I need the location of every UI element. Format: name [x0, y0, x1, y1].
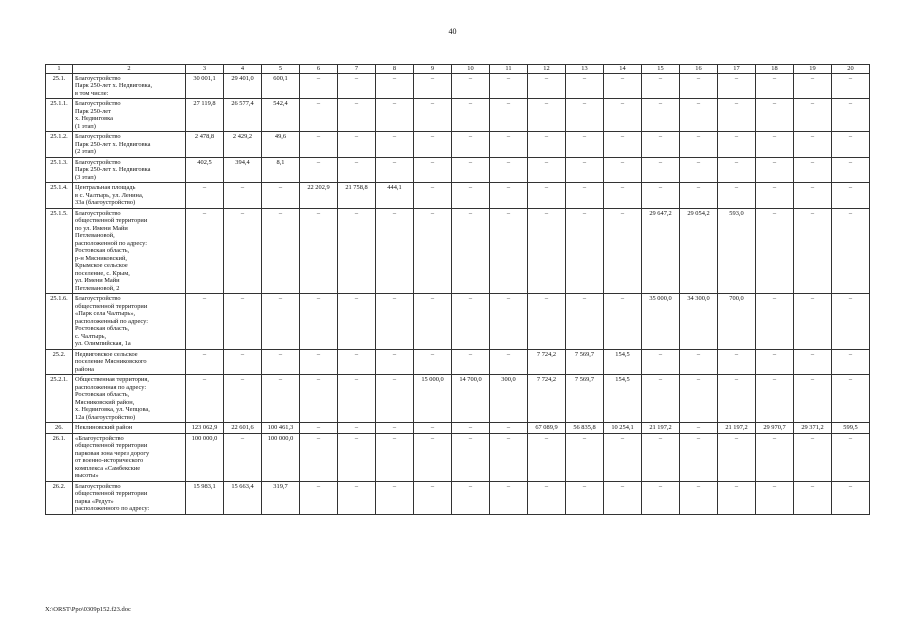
value-cell: –: [490, 132, 528, 158]
value-cell: –: [756, 99, 794, 132]
value-cell: –: [376, 423, 414, 434]
value-cell: –: [338, 433, 376, 481]
value-cell: 10 254,1: [604, 423, 642, 434]
row-number-cell: 25.1.6.: [46, 294, 73, 350]
value-cell: –: [604, 73, 642, 99]
value-cell: –: [642, 375, 680, 423]
object-name-cell: Благоустройство Парк 250-лет х. Недвиговка (3 этап): [73, 157, 186, 183]
value-cell: 21 758,8: [338, 183, 376, 209]
value-cell: –: [224, 349, 262, 375]
column-number-cell: 8: [376, 65, 414, 74]
value-cell: 29 647,2: [642, 208, 680, 294]
value-cell: –: [718, 73, 756, 99]
value-cell: –: [794, 481, 832, 514]
row-number-cell: 25.1.4.: [46, 183, 73, 209]
value-cell: –: [338, 132, 376, 158]
value-cell: –: [224, 375, 262, 423]
table-row: [46, 73, 870, 99]
value-cell: –: [528, 481, 566, 514]
value-cell: –: [300, 433, 338, 481]
column-number-cell: 9: [414, 65, 452, 74]
value-cell: –: [756, 375, 794, 423]
table-row: [46, 481, 870, 514]
value-cell: –: [756, 208, 794, 294]
value-cell: –: [642, 349, 680, 375]
value-cell: –: [832, 157, 870, 183]
value-cell: 154,5: [604, 349, 642, 375]
value-cell: –: [338, 375, 376, 423]
column-number-row: [46, 65, 870, 74]
value-cell: –: [338, 294, 376, 350]
value-cell: 444,1: [376, 183, 414, 209]
column-number-cell: 2: [73, 65, 186, 74]
value-cell: –: [566, 157, 604, 183]
row-number-cell: 25.1.5.: [46, 208, 73, 294]
value-cell: 7 724,2: [528, 375, 566, 423]
value-cell: 700,0: [718, 294, 756, 350]
column-number-cell: 16: [680, 65, 718, 74]
value-cell: –: [680, 423, 718, 434]
budget-table: [45, 64, 870, 515]
value-cell: –: [452, 73, 490, 99]
value-cell: –: [490, 481, 528, 514]
column-number-cell: 3: [186, 65, 224, 74]
value-cell: –: [566, 294, 604, 350]
value-cell: 100 000,0: [262, 433, 300, 481]
row-number-cell: 25.1.3.: [46, 157, 73, 183]
value-cell: 600,1: [262, 73, 300, 99]
value-cell: –: [414, 157, 452, 183]
value-cell: –: [642, 433, 680, 481]
object-name-cell: Благоустройство общественной территории парка «Редут» расположенного по адресу:: [73, 481, 186, 514]
value-cell: 15 663,4: [224, 481, 262, 514]
value-cell: –: [756, 294, 794, 350]
value-cell: 123 062,9: [186, 423, 224, 434]
value-cell: –: [300, 294, 338, 350]
value-cell: –: [262, 349, 300, 375]
value-cell: –: [414, 481, 452, 514]
value-cell: –: [490, 423, 528, 434]
value-cell: 542,4: [262, 99, 300, 132]
value-cell: –: [186, 349, 224, 375]
row-number-cell: 25.1.2.: [46, 132, 73, 158]
row-number-cell: 26.1.: [46, 433, 73, 481]
table-row: [46, 183, 870, 209]
column-number-cell: 17: [718, 65, 756, 74]
value-cell: –: [642, 99, 680, 132]
value-cell: –: [300, 132, 338, 158]
column-number-cell: 1: [46, 65, 73, 74]
value-cell: –: [262, 375, 300, 423]
value-cell: –: [832, 433, 870, 481]
table-row: [46, 157, 870, 183]
value-cell: –: [300, 375, 338, 423]
value-cell: –: [832, 349, 870, 375]
value-cell: –: [300, 99, 338, 132]
value-cell: –: [490, 208, 528, 294]
value-cell: –: [414, 294, 452, 350]
table-row: [46, 99, 870, 132]
value-cell: 7 724,2: [528, 349, 566, 375]
object-name-cell: Благоустройство Парк 250-лет х. Недвиговка (2 этап): [73, 132, 186, 158]
column-number-cell: 18: [756, 65, 794, 74]
value-cell: –: [224, 433, 262, 481]
value-cell: –: [490, 349, 528, 375]
value-cell: –: [338, 481, 376, 514]
value-cell: –: [528, 294, 566, 350]
column-number-cell: 14: [604, 65, 642, 74]
value-cell: –: [718, 132, 756, 158]
column-number-cell: 20: [832, 65, 870, 74]
value-cell: –: [756, 73, 794, 99]
row-number-cell: 26.: [46, 423, 73, 434]
value-cell: –: [680, 132, 718, 158]
value-cell: 402,5: [186, 157, 224, 183]
value-cell: 27 119,8: [186, 99, 224, 132]
value-cell: –: [414, 99, 452, 132]
object-name-cell: «Благоустройство общественной территории парковая зона через дорогу от военно-исторического комплекса «Самбекские высоты»: [73, 433, 186, 481]
value-cell: 2 429,2: [224, 132, 262, 158]
value-cell: –: [376, 294, 414, 350]
value-cell: –: [604, 132, 642, 158]
value-cell: 29 054,2: [680, 208, 718, 294]
value-cell: –: [794, 132, 832, 158]
value-cell: –: [718, 433, 756, 481]
value-cell: –: [604, 99, 642, 132]
value-cell: –: [680, 183, 718, 209]
value-cell: –: [528, 183, 566, 209]
value-cell: –: [452, 349, 490, 375]
column-number-cell: 5: [262, 65, 300, 74]
value-cell: –: [262, 208, 300, 294]
value-cell: –: [680, 99, 718, 132]
value-cell: –: [338, 349, 376, 375]
value-cell: –: [604, 183, 642, 209]
column-number-cell: 6: [300, 65, 338, 74]
value-cell: –: [452, 183, 490, 209]
table-row: [46, 349, 870, 375]
table-row: [46, 132, 870, 158]
value-cell: 34 300,0: [680, 294, 718, 350]
value-cell: –: [224, 183, 262, 209]
value-cell: –: [794, 433, 832, 481]
value-cell: –: [262, 183, 300, 209]
object-name-cell: Благоустройство общественной территории по ул. Имени Майи Петлевановой, расположенной по адресу: Ростовская область, р-н Мясниковский, Крымское сельское поселение, с. Крым, ул. Имени Майи Петлевановой, 2: [73, 208, 186, 294]
value-cell: –: [566, 433, 604, 481]
value-cell: –: [452, 99, 490, 132]
value-cell: –: [300, 481, 338, 514]
value-cell: –: [528, 433, 566, 481]
value-cell: –: [604, 208, 642, 294]
value-cell: –: [528, 73, 566, 99]
value-cell: –: [794, 157, 832, 183]
value-cell: –: [376, 157, 414, 183]
value-cell: –: [718, 349, 756, 375]
value-cell: –: [680, 481, 718, 514]
value-cell: 67 089,9: [528, 423, 566, 434]
row-number-cell: 25.2.: [46, 349, 73, 375]
row-number-cell: 25.1.: [46, 73, 73, 99]
value-cell: –: [832, 481, 870, 514]
value-cell: 29 401,0: [224, 73, 262, 99]
row-number-cell: 25.2.1.: [46, 375, 73, 423]
row-number-cell: 26.2.: [46, 481, 73, 514]
value-cell: 319,7: [262, 481, 300, 514]
value-cell: –: [490, 294, 528, 350]
value-cell: –: [604, 433, 642, 481]
value-cell: 22 601,6: [224, 423, 262, 434]
value-cell: –: [376, 481, 414, 514]
value-cell: –: [490, 73, 528, 99]
value-cell: –: [680, 157, 718, 183]
object-name-cell: Благоустройство Парк 250-лет х. Недвиговка, в том числе:: [73, 73, 186, 99]
value-cell: 599,5: [832, 423, 870, 434]
value-cell: 7 569,7: [566, 349, 604, 375]
value-cell: –: [794, 99, 832, 132]
value-cell: –: [680, 73, 718, 99]
value-cell: –: [642, 73, 680, 99]
value-cell: 300,0: [490, 375, 528, 423]
value-cell: –: [452, 157, 490, 183]
object-name-cell: Неклиновский район: [73, 423, 186, 434]
value-cell: –: [452, 208, 490, 294]
column-number-cell: 12: [528, 65, 566, 74]
value-cell: –: [566, 208, 604, 294]
value-cell: –: [680, 433, 718, 481]
object-name-cell: Благоустройство общественной территории «Парк села Чалтырь», расположенный по адресу: Ростовская область, с. Чалтырь, ул. Олимпийская, 1а: [73, 294, 186, 350]
value-cell: –: [528, 132, 566, 158]
value-cell: –: [300, 157, 338, 183]
column-number-cell: 19: [794, 65, 832, 74]
column-number-cell: 7: [338, 65, 376, 74]
table-row: [46, 294, 870, 350]
value-cell: –: [832, 183, 870, 209]
value-cell: –: [376, 349, 414, 375]
value-cell: –: [186, 183, 224, 209]
column-number-cell: 15: [642, 65, 680, 74]
object-name-cell: Общественная территория, расположенная по адресу: Ростовская область, Мясниковский район, х. Недвиговка, ул. Чепцова, 12а (благоустройство): [73, 375, 186, 423]
value-cell: –: [794, 183, 832, 209]
value-cell: 29 371,2: [794, 423, 832, 434]
value-cell: 154,5: [604, 375, 642, 423]
value-cell: –: [414, 132, 452, 158]
value-cell: –: [832, 294, 870, 350]
value-cell: –: [186, 294, 224, 350]
value-cell: –: [262, 294, 300, 350]
value-cell: –: [566, 183, 604, 209]
value-cell: –: [376, 208, 414, 294]
value-cell: –: [452, 481, 490, 514]
value-cell: –: [756, 349, 794, 375]
value-cell: 100 000,0: [186, 433, 224, 481]
row-number-cell: 25.1.1.: [46, 99, 73, 132]
value-cell: –: [718, 157, 756, 183]
value-cell: –: [832, 99, 870, 132]
value-cell: –: [338, 157, 376, 183]
value-cell: –: [794, 73, 832, 99]
value-cell: –: [300, 349, 338, 375]
value-cell: –: [642, 183, 680, 209]
column-number-cell: 10: [452, 65, 490, 74]
table-row: [46, 208, 870, 294]
value-cell: 26 577,4: [224, 99, 262, 132]
value-cell: –: [452, 294, 490, 350]
value-cell: –: [832, 375, 870, 423]
value-cell: –: [604, 481, 642, 514]
value-cell: –: [642, 157, 680, 183]
value-cell: –: [414, 208, 452, 294]
value-cell: –: [186, 208, 224, 294]
value-cell: –: [756, 481, 794, 514]
value-cell: –: [566, 481, 604, 514]
value-cell: 49,6: [262, 132, 300, 158]
file-path-footer: X:\ORST\Ppo\0309p152.f23.doc: [45, 606, 131, 613]
value-cell: –: [794, 294, 832, 350]
value-cell: –: [604, 294, 642, 350]
value-cell: 8,1: [262, 157, 300, 183]
value-cell: –: [642, 132, 680, 158]
value-cell: 7 569,7: [566, 375, 604, 423]
value-cell: –: [490, 183, 528, 209]
value-cell: 2 478,8: [186, 132, 224, 158]
value-cell: 56 835,8: [566, 423, 604, 434]
value-cell: –: [186, 375, 224, 423]
value-cell: 22 202,9: [300, 183, 338, 209]
value-cell: –: [414, 423, 452, 434]
value-cell: –: [452, 423, 490, 434]
value-cell: –: [414, 433, 452, 481]
value-cell: –: [490, 433, 528, 481]
value-cell: –: [414, 183, 452, 209]
value-cell: –: [832, 73, 870, 99]
value-cell: –: [528, 208, 566, 294]
value-cell: –: [300, 423, 338, 434]
value-cell: –: [376, 375, 414, 423]
value-cell: –: [794, 208, 832, 294]
table-row: [46, 423, 870, 434]
page-number: 40: [448, 27, 457, 36]
value-cell: –: [680, 349, 718, 375]
value-cell: –: [338, 423, 376, 434]
column-number-cell: 4: [224, 65, 262, 74]
value-cell: –: [338, 99, 376, 132]
object-name-cell: Благоустройство Парк 250-лет х. Недвиговка (1 этап): [73, 99, 186, 132]
value-cell: –: [718, 99, 756, 132]
value-cell: –: [756, 183, 794, 209]
value-cell: 29 970,7: [756, 423, 794, 434]
value-cell: 15 983,1: [186, 481, 224, 514]
value-cell: –: [566, 132, 604, 158]
value-cell: –: [376, 433, 414, 481]
value-cell: 35 000,0: [642, 294, 680, 350]
value-cell: –: [224, 208, 262, 294]
table-row: [46, 433, 870, 481]
value-cell: –: [718, 183, 756, 209]
value-cell: –: [300, 208, 338, 294]
value-cell: –: [414, 349, 452, 375]
object-name-cell: Недвиговское сельское поселение Мясниковского района: [73, 349, 186, 375]
value-cell: –: [642, 481, 680, 514]
value-cell: –: [756, 132, 794, 158]
value-cell: –: [756, 157, 794, 183]
value-cell: –: [756, 433, 794, 481]
value-cell: –: [528, 99, 566, 132]
value-cell: 21 197,2: [718, 423, 756, 434]
value-cell: –: [794, 349, 832, 375]
value-cell: 14 700,0: [452, 375, 490, 423]
value-cell: 394,4: [224, 157, 262, 183]
column-number-cell: 13: [566, 65, 604, 74]
value-cell: –: [832, 208, 870, 294]
value-cell: 15 000,0: [414, 375, 452, 423]
value-cell: –: [718, 481, 756, 514]
value-cell: –: [566, 73, 604, 99]
value-cell: –: [718, 375, 756, 423]
value-cell: –: [490, 99, 528, 132]
value-cell: 593,0: [718, 208, 756, 294]
value-cell: –: [566, 99, 604, 132]
value-cell: –: [680, 375, 718, 423]
value-cell: –: [604, 157, 642, 183]
value-cell: –: [338, 73, 376, 99]
value-cell: –: [794, 375, 832, 423]
value-cell: –: [376, 99, 414, 132]
object-name-cell: Центральная площадь в с. Чалтырь, ул. Ленина, 33а (благоустройство): [73, 183, 186, 209]
value-cell: 21 197,2: [642, 423, 680, 434]
value-cell: –: [376, 132, 414, 158]
value-cell: –: [376, 73, 414, 99]
value-cell: –: [832, 132, 870, 158]
value-cell: –: [490, 157, 528, 183]
value-cell: 100 461,3: [262, 423, 300, 434]
table-row: [46, 375, 870, 423]
value-cell: –: [224, 294, 262, 350]
value-cell: –: [338, 208, 376, 294]
value-cell: –: [528, 157, 566, 183]
value-cell: –: [452, 132, 490, 158]
column-number-cell: 11: [490, 65, 528, 74]
value-cell: 30 001,1: [186, 73, 224, 99]
value-cell: –: [300, 73, 338, 99]
value-cell: –: [452, 433, 490, 481]
value-cell: –: [414, 73, 452, 99]
